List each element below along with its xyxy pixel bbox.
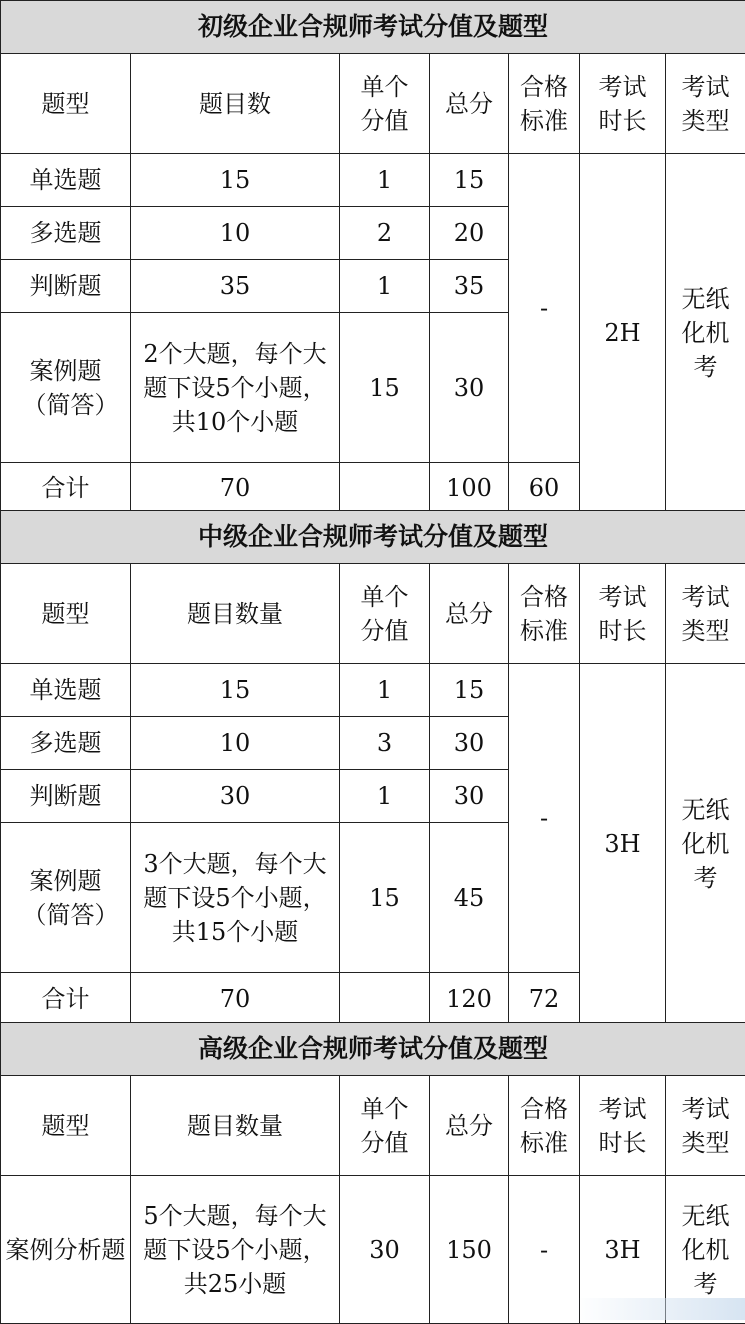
row-count: 15 [131, 154, 340, 207]
row-count: 15 [131, 664, 340, 717]
header-unit-score: 单个分值 [340, 564, 430, 664]
header-exam-type: 考试类型 [666, 564, 745, 664]
header-exam-type: 考试类型 [666, 54, 745, 154]
basic-exam-table [0, 0, 745, 513]
sum-unit [340, 463, 430, 513]
row-count: 3个大题，每个大题下设5个小题，共15个小题 [131, 823, 340, 973]
duration: 2H [580, 154, 666, 513]
sum-total: 120 [430, 973, 509, 1025]
row-count: 35 [131, 260, 340, 313]
row-count: 30 [131, 770, 340, 823]
header-count: 题目数量 [131, 1076, 340, 1176]
pass-mark: - [509, 154, 580, 463]
row-count: 10 [131, 207, 340, 260]
row-type: 判断题 [1, 260, 131, 313]
table-title: 中级企业合规师考试分值及题型 [1, 511, 745, 564]
row-unit: 30 [340, 1176, 430, 1324]
header-unit-score: 单个分值 [340, 1076, 430, 1176]
exam-type: 无纸化机考 [666, 1176, 745, 1324]
sum-total: 100 [430, 463, 509, 513]
pass-mark: - [509, 664, 580, 973]
header-duration: 考试时长 [580, 564, 666, 664]
header-count: 题目数 [131, 54, 340, 154]
row-unit: 1 [340, 664, 430, 717]
row-total: 15 [430, 664, 509, 717]
sum-pass: 72 [509, 973, 580, 1025]
row-type: 单选题 [1, 154, 131, 207]
row-unit: 2 [340, 207, 430, 260]
row-total: 30 [430, 770, 509, 823]
row-type: 案例题（简答） [1, 313, 131, 463]
row-unit: 1 [340, 154, 430, 207]
row-type: 单选题 [1, 664, 131, 717]
header-pass: 合格标准 [509, 1076, 580, 1176]
header-duration: 考试时长 [580, 1076, 666, 1176]
header-exam-type: 考试类型 [666, 1076, 745, 1176]
row-unit: 3 [340, 717, 430, 770]
header-duration: 考试时长 [580, 54, 666, 154]
row-unit: 15 [340, 823, 430, 973]
row-type: 多选题 [1, 717, 131, 770]
advanced-exam-table [0, 1022, 745, 1324]
row-total: 20 [430, 207, 509, 260]
row-type: 案例题（简答） [1, 823, 131, 973]
row-unit: 15 [340, 313, 430, 463]
table-title: 高级企业合规师考试分值及题型 [1, 1023, 745, 1076]
header-total: 总分 [430, 1076, 509, 1176]
row-type: 判断题 [1, 770, 131, 823]
exam-type: 无纸化机考 [666, 664, 745, 1025]
row-total: 15 [430, 154, 509, 207]
row-type: 多选题 [1, 207, 131, 260]
pass-mark: - [509, 1176, 580, 1324]
header-pass: 合格标准 [509, 54, 580, 154]
row-count: 5个大题，每个大题下设5个小题，共25小题 [131, 1176, 340, 1324]
watermark [575, 1298, 745, 1320]
header-total: 总分 [430, 564, 509, 664]
row-total: 30 [430, 313, 509, 463]
row-total: 30 [430, 717, 509, 770]
sum-unit [340, 973, 430, 1025]
intermediate-exam-table [0, 510, 745, 1025]
duration: 3H [580, 1176, 666, 1324]
sum-count: 70 [131, 973, 340, 1025]
header-count: 题目数量 [131, 564, 340, 664]
table-title: 初级企业合规师考试分值及题型 [1, 1, 745, 54]
row-total: 150 [430, 1176, 509, 1324]
header-unit-score: 单个分值 [340, 54, 430, 154]
row-unit: 1 [340, 260, 430, 313]
row-count: 10 [131, 717, 340, 770]
duration: 3H [580, 664, 666, 1025]
sum-pass: 60 [509, 463, 580, 513]
header-pass: 合格标准 [509, 564, 580, 664]
header-type: 题型 [1, 54, 131, 154]
row-unit: 1 [340, 770, 430, 823]
row-type: 案例分析题 [1, 1176, 131, 1324]
sum-count: 70 [131, 463, 340, 513]
exam-type: 无纸化机考 [666, 154, 745, 513]
row-total: 45 [430, 823, 509, 973]
row-count: 2个大题，每个大题下设5个小题，共10个小题 [131, 313, 340, 463]
row-total: 35 [430, 260, 509, 313]
header-type: 题型 [1, 1076, 131, 1176]
sum-label: 合计 [1, 463, 131, 513]
header-total: 总分 [430, 54, 509, 154]
sum-label: 合计 [1, 973, 131, 1025]
header-type: 题型 [1, 564, 131, 664]
